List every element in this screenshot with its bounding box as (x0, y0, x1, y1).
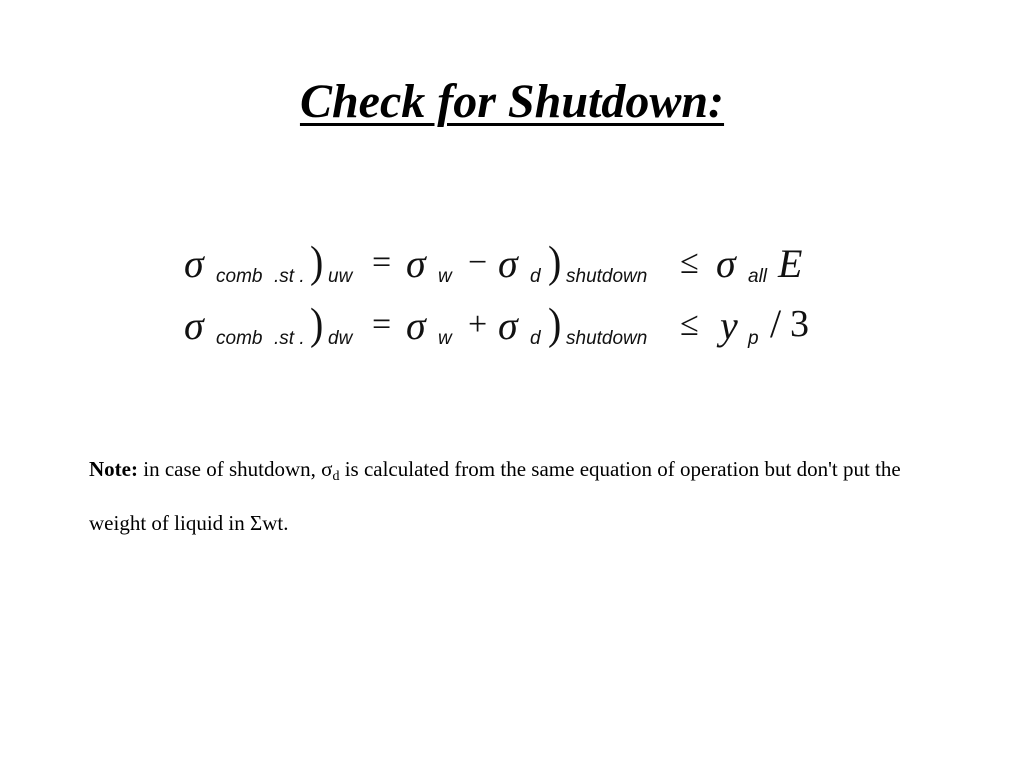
subscript-shutdown: shutdown (566, 328, 648, 349)
equation-upwind (180, 236, 830, 296)
minus-sign: − (468, 244, 488, 281)
sigma-symbol: σ (716, 241, 736, 286)
subscript-w: w (438, 328, 452, 349)
note-text-before: in case of shutdown, (137, 457, 322, 481)
equals-sign: = (372, 244, 392, 281)
modulus-E: E (778, 241, 803, 286)
subscript-comb: comb (216, 328, 263, 349)
subscript-st: .st . (274, 266, 305, 287)
note-label: Note: (89, 457, 138, 481)
subscript-p: p (748, 328, 759, 349)
leq-sign: ≤ (680, 244, 699, 281)
close-paren: ) (310, 236, 324, 287)
yield-y: y (720, 303, 738, 348)
subscript-d: d (530, 328, 541, 349)
equation-block (180, 236, 830, 366)
note-text-after: is calculated from the same equation of operation but don't put the weight of liquid in Σwt. (89, 457, 901, 535)
sigma-symbol: σ (406, 303, 426, 348)
sigma-symbol: σ (184, 241, 204, 286)
equals-sign: = (372, 306, 392, 343)
sigma-symbol: σ (498, 303, 518, 348)
division-slash: / (770, 301, 782, 346)
subscript-st: .st . (274, 328, 305, 349)
close-paren: ) (310, 298, 324, 349)
subscript-all: all (748, 266, 768, 287)
subscript-shutdown: shutdown (566, 266, 648, 287)
slide-title: Check for Shutdown: (299, 75, 725, 128)
subscript-dw: dw (328, 328, 353, 349)
sigma-symbol: σ (498, 241, 518, 286)
sigma-symbol: σ (406, 241, 426, 286)
divisor-three: 3 (790, 303, 809, 345)
subscript-d: d (530, 266, 541, 287)
leq-sign: ≤ (680, 306, 699, 343)
subscript-w: w (438, 266, 452, 287)
note-sigma-subscript: d (332, 469, 340, 484)
subscript-comb: comb (216, 266, 263, 287)
equation-downwind (180, 298, 830, 358)
note-paragraph (89, 446, 949, 546)
sigma-symbol: σ (184, 303, 204, 348)
plus-sign: + (468, 306, 488, 343)
close-paren: ) (548, 298, 562, 349)
note-sigma: σ (321, 457, 333, 481)
subscript-uw: uw (328, 266, 353, 287)
close-paren: ) (548, 236, 562, 287)
